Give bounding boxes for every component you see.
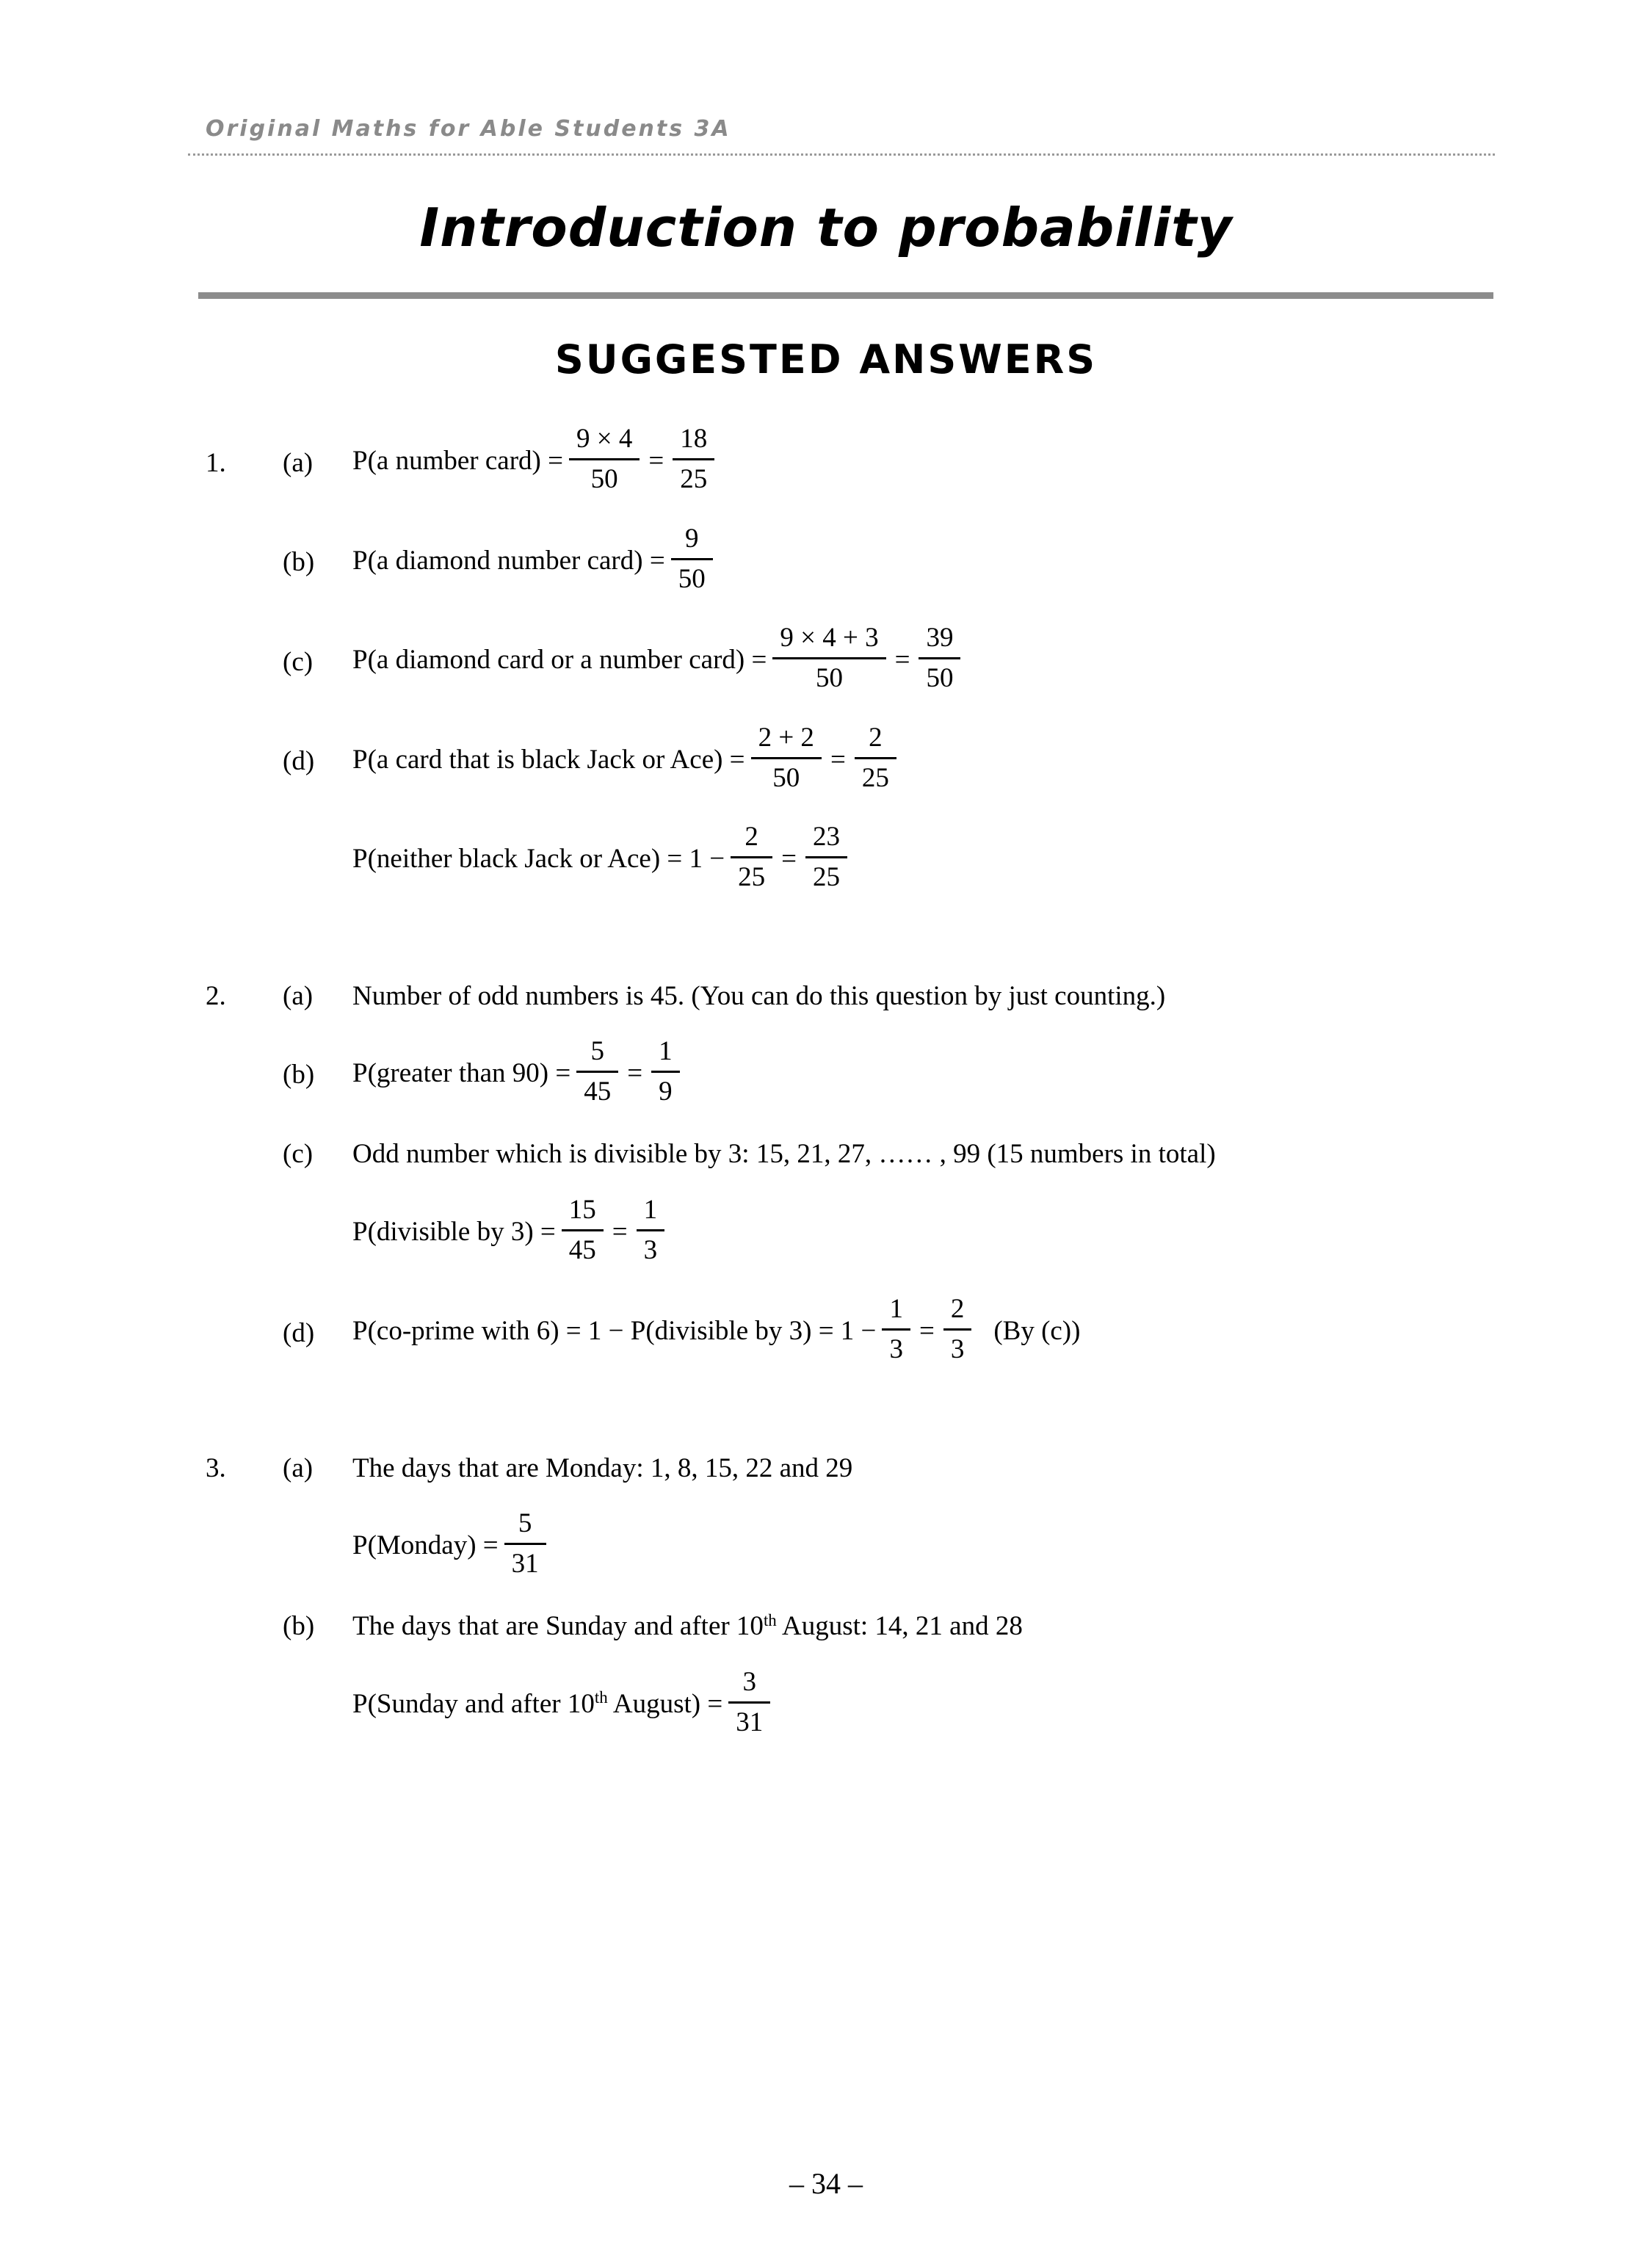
fraction — [562, 1193, 604, 1268]
answer-row-2b — [0, 1035, 1652, 1113]
answer-text: P(neither black Jack or Ace) = 1 − — [352, 844, 725, 875]
fraction-denominator: 25 — [805, 856, 847, 894]
answer-text: August) = — [607, 1688, 723, 1719]
fraction — [728, 1665, 770, 1740]
fraction-denominator: 3 — [882, 1328, 910, 1367]
part-label: (a) — [283, 447, 314, 478]
equals-sign: = — [627, 1057, 643, 1088]
fraction-denominator: 50 — [751, 757, 822, 795]
fraction-numerator: 18 — [680, 424, 708, 454]
fraction-numerator: 2 — [950, 1294, 965, 1324]
fraction-numerator: 23 — [813, 822, 841, 852]
answer-row-1a — [0, 426, 1652, 501]
fraction-denominator: 3 — [943, 1328, 972, 1367]
part-label: (a) — [283, 980, 314, 1011]
answer-row-1d — [0, 722, 1652, 800]
answer-row-3a — [0, 1452, 1652, 1486]
fraction-numerator: 39 — [926, 623, 954, 653]
answer-row-2a — [0, 980, 1652, 1013]
equals-sign: = — [612, 1216, 628, 1247]
fraction — [882, 1292, 910, 1367]
fraction-numerator: 9 × 4 — [576, 424, 633, 454]
part-label: (a) — [283, 1452, 314, 1483]
fraction-numerator: 2 — [869, 722, 883, 753]
answer-text: Odd number which is divisible by 3: 15, 21, 27, …… , 99 (15 numbers in total) — [352, 1139, 1216, 1170]
fraction — [772, 621, 885, 696]
fraction-denominator: 25 — [731, 856, 772, 894]
fraction-numerator: 2 + 2 — [758, 722, 814, 753]
fraction — [671, 522, 713, 597]
equals-sign: = — [919, 1316, 935, 1347]
answer-text: P(a diamond card or a number card) = — [352, 645, 767, 676]
fraction-numerator: 1 — [659, 1035, 673, 1066]
fraction — [637, 1193, 665, 1268]
fraction-numerator: 2 — [745, 822, 758, 852]
part-label: (d) — [283, 1317, 315, 1348]
title-rule — [198, 292, 1493, 299]
answer-row-2c — [0, 1137, 1652, 1171]
fraction-numerator: 9 × 4 + 3 — [780, 623, 879, 653]
fraction — [651, 1035, 680, 1110]
equals-sign: = — [830, 744, 846, 775]
fraction — [673, 422, 714, 497]
ordinal-superscript: th — [594, 1688, 608, 1707]
answer-content — [352, 1194, 670, 1272]
page-title: Introduction to probability — [419, 197, 1233, 258]
fraction — [943, 1292, 972, 1367]
answer-content — [352, 523, 719, 601]
answer-row-2c-cont — [0, 1194, 1652, 1272]
answer-text: P(divisible by 3) = — [352, 1216, 556, 1247]
fraction-denominator: 45 — [562, 1229, 604, 1267]
fraction — [751, 721, 822, 796]
answer-content — [352, 1452, 852, 1486]
fraction-numerator: 5 — [590, 1035, 604, 1066]
answer-note: (By (c)) — [993, 1316, 1081, 1347]
fraction-denominator: 45 — [576, 1071, 618, 1109]
part-label: (b) — [283, 1060, 315, 1090]
equals-sign: = — [648, 446, 664, 477]
book-title: Original Maths for Able Students 3A — [206, 116, 731, 142]
question-number: 2. — [206, 980, 226, 1011]
part-label: (b) — [283, 547, 315, 578]
answer-row-1d-cont — [0, 824, 1652, 899]
answer-content — [352, 426, 720, 501]
answer-text: P(Sunday and after 10 — [352, 1688, 595, 1719]
answer-text: August: 14, 21 and 28 — [776, 1611, 1023, 1642]
fraction-numerator: 1 — [643, 1194, 658, 1225]
fraction-denominator: 9 — [651, 1071, 680, 1109]
answer-row-3a-cont — [0, 1510, 1652, 1585]
answer-text: The days that are Sunday and after 10 — [352, 1611, 764, 1642]
fraction-denominator: 50 — [919, 657, 960, 695]
fraction-numerator: 15 — [568, 1194, 596, 1225]
answer-content — [352, 1296, 1080, 1371]
answer-text: P(a diamond number card) = — [352, 545, 665, 576]
equals-sign: = — [894, 645, 910, 676]
answer-content — [352, 1137, 1216, 1171]
answer-row-3b — [0, 1610, 1652, 1643]
answer-text: P(Monday) = — [352, 1530, 499, 1560]
question-number: 1. — [206, 447, 226, 478]
answer-text: P(a number card) = — [352, 446, 563, 477]
fraction-denominator: 50 — [671, 558, 713, 596]
answer-row-3b-cont — [0, 1666, 1652, 1744]
ordinal-superscript: th — [763, 1610, 777, 1629]
page-header — [188, 116, 1495, 156]
question-number: 3. — [206, 1452, 226, 1483]
answer-text: P(co-prime with 6) = 1 − P(divisible by 3) = 1 − — [352, 1316, 877, 1347]
part-label: (b) — [283, 1611, 315, 1642]
part-label: (c) — [283, 1139, 314, 1170]
answer-row-2d — [0, 1296, 1652, 1371]
answer-content — [352, 1510, 552, 1585]
answer-content — [352, 1666, 776, 1744]
fraction — [731, 820, 772, 895]
fraction-numerator: 5 — [518, 1508, 532, 1538]
fraction — [919, 621, 960, 696]
equals-sign: = — [781, 844, 797, 875]
fraction — [855, 721, 896, 796]
answer-content — [352, 1035, 686, 1113]
fraction — [805, 820, 847, 895]
fraction-denominator: 50 — [772, 657, 885, 695]
answer-content — [352, 824, 853, 899]
answer-content — [352, 625, 966, 700]
fraction-denominator: 3 — [637, 1229, 665, 1267]
answer-text: P(greater than 90) = — [352, 1057, 571, 1088]
fraction-denominator: 50 — [569, 458, 640, 496]
fraction — [576, 1035, 618, 1110]
answer-content — [352, 980, 1165, 1013]
fraction — [569, 422, 640, 497]
page-number: – 34 – — [789, 2167, 863, 2200]
page-subtitle: SUGGESTED ANSWERS — [554, 336, 1098, 383]
fraction-denominator: 31 — [504, 1543, 546, 1581]
answer-text: The days that are Monday: 1, 8, 15, 22 and 29 — [352, 1452, 853, 1483]
part-label: (d) — [283, 746, 315, 777]
part-label: (c) — [283, 646, 314, 677]
fraction-denominator: 25 — [673, 458, 714, 496]
fraction-numerator: 1 — [889, 1294, 903, 1324]
answer-content — [352, 1610, 1023, 1643]
answer-content — [352, 722, 902, 800]
fraction-denominator: 31 — [728, 1701, 770, 1740]
fraction-numerator: 3 — [742, 1666, 756, 1697]
answer-text: P(a card that is black Jack or Ace) = — [352, 744, 745, 775]
fraction — [504, 1507, 546, 1582]
answer-row-1c — [0, 625, 1652, 700]
answer-row-1b — [0, 523, 1652, 601]
answer-text: Number of odd numbers is 45. (You can do this question by just counting.) — [352, 980, 1166, 1011]
answers-content — [0, 426, 1652, 1768]
fraction-numerator: 9 — [684, 523, 699, 554]
fraction-denominator: 25 — [855, 757, 896, 795]
